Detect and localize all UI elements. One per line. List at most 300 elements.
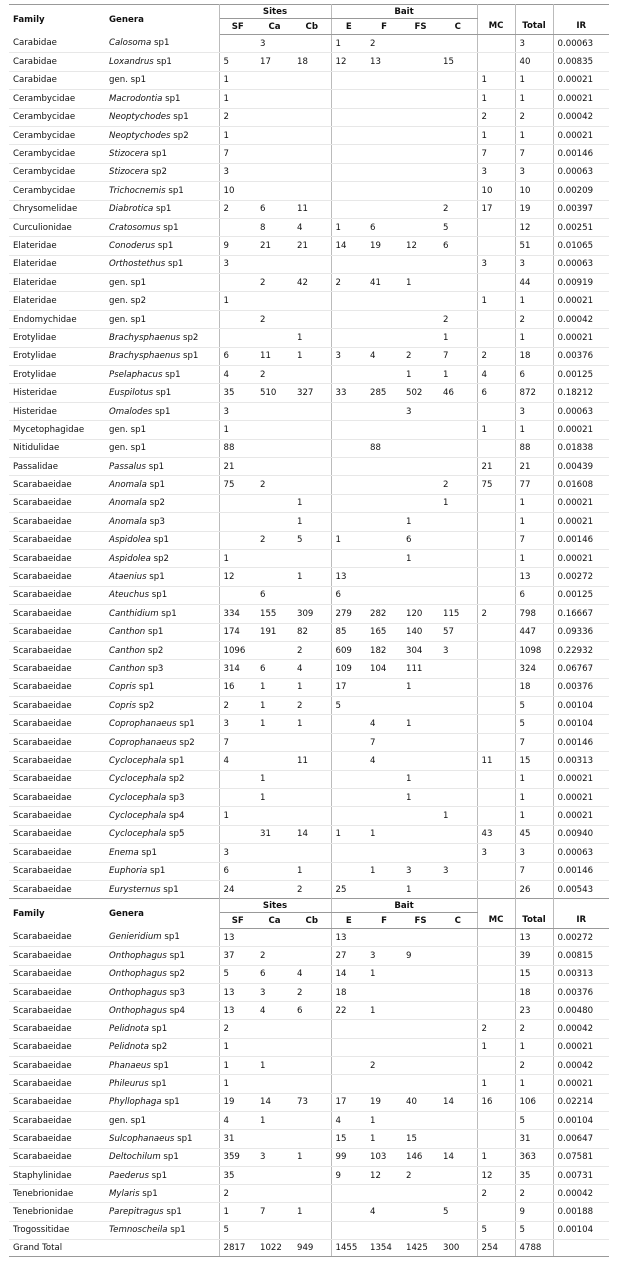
cell-fs: 2 — [402, 1166, 439, 1184]
cell-ir: 0.00021 — [553, 292, 609, 310]
cell-total: 2 — [515, 1185, 553, 1203]
cell-mc: 1 — [477, 1075, 515, 1093]
cell-ir: 0.00376 — [553, 347, 609, 365]
genus-name: Mylaris — [109, 1188, 140, 1199]
cell-sf: 2 — [219, 697, 256, 715]
cell-e — [331, 733, 366, 751]
cell-e — [331, 1075, 366, 1093]
cell-cb: 1 — [293, 513, 331, 531]
cell-ca — [256, 329, 293, 347]
table-row — [9, 947, 609, 965]
cell-genus — [105, 605, 219, 623]
cell-ca — [256, 733, 293, 751]
cell-total: 1 — [515, 513, 553, 531]
cell-c — [439, 1020, 477, 1038]
cell-sf: 1 — [219, 421, 256, 439]
cell-genus — [105, 844, 219, 862]
cell-e — [331, 292, 366, 310]
cell-fs — [402, 1203, 439, 1221]
cell-ir: 0.00021 — [553, 1075, 609, 1093]
cell-genus — [105, 71, 219, 89]
cell-c — [439, 660, 477, 678]
cell-total: 3 — [515, 163, 553, 181]
cell-ca: 1 — [256, 770, 293, 788]
cell-e — [331, 752, 366, 770]
cell-family: Scarabaeidae — [9, 586, 105, 604]
cell-f — [366, 844, 402, 862]
genus-name: Phyllophaga — [109, 1097, 162, 1108]
species-suffix: sp2 — [150, 553, 169, 564]
cell-mc: 1 — [477, 292, 515, 310]
cell-genus — [105, 494, 219, 512]
cell-family: Scarabaeidae — [9, 715, 105, 733]
header-total: Total — [515, 913, 553, 929]
cell-mc — [477, 947, 515, 965]
cell-f — [366, 1038, 402, 1056]
cell-sf: 1 — [219, 1075, 256, 1093]
cell-f — [366, 1075, 402, 1093]
cell-ca — [256, 439, 293, 457]
cell-ir: 0.00104 — [553, 1221, 609, 1239]
species-suffix: sp1 — [176, 719, 195, 730]
cell-fs — [402, 1038, 439, 1056]
species-suffix: sp1 — [161, 1097, 180, 1108]
cell-family: Carabidae — [9, 53, 105, 71]
cell-genus — [105, 366, 219, 384]
cell-cb: 949 — [293, 1240, 331, 1257]
cell-cb — [293, 145, 331, 163]
cell-ca — [256, 929, 293, 947]
cell-mc: 17 — [477, 200, 515, 218]
genus-name: Onthophagus — [109, 987, 167, 998]
cell-sf: 1 — [219, 807, 256, 825]
cell-genus — [105, 568, 219, 586]
cell-cb — [293, 292, 331, 310]
species-suffix: sp2 — [145, 645, 164, 656]
cell-mc — [477, 35, 515, 53]
genus-name: Trichocnemis — [109, 185, 166, 196]
species-suffix: gen. sp1 — [109, 277, 147, 288]
cell-family: Cerambycidae — [9, 163, 105, 181]
species-suffix: sp1 — [165, 185, 184, 196]
cell-sf: 13 — [219, 1002, 256, 1020]
table-row — [9, 1020, 609, 1038]
cell-fs — [402, 1111, 439, 1129]
cell-cb: 4 — [293, 660, 331, 678]
cell-family: Scarabaeidae — [9, 880, 105, 898]
cell-sf: 2 — [219, 200, 256, 218]
cell-mc: 43 — [477, 825, 515, 843]
cell-e — [331, 789, 366, 807]
cell-family: Carabidae — [9, 35, 105, 53]
cell-c — [439, 1075, 477, 1093]
cell-e: 3 — [331, 347, 366, 365]
species-suffix: sp1 — [148, 1079, 167, 1090]
cell-cb — [293, 255, 331, 273]
cell-ca: 1 — [256, 1111, 293, 1129]
cell-ir: 0.00146 — [553, 145, 609, 163]
cell-family: Scarabaeidae — [9, 660, 105, 678]
cell-mc — [477, 586, 515, 604]
cell-ir: 0.00272 — [553, 568, 609, 586]
cell-ca: 1022 — [256, 1240, 293, 1257]
cell-c: 3 — [439, 641, 477, 659]
cell-f — [366, 126, 402, 144]
cell-f — [366, 531, 402, 549]
cell-mc — [477, 1057, 515, 1075]
cell-e: 1455 — [331, 1240, 366, 1257]
cell-ca: 17 — [256, 53, 293, 71]
cell-ir: 0.00021 — [553, 421, 609, 439]
cell-f — [366, 697, 402, 715]
cell-ca: 3 — [256, 983, 293, 1001]
genus-name: Brachysphaenus — [109, 332, 181, 343]
cell-genus — [105, 439, 219, 457]
genus-name: Copris — [109, 682, 137, 693]
cell-c: 300 — [439, 1240, 477, 1257]
species-suffix: sp1 — [155, 240, 174, 251]
cell-family: Histeridae — [9, 384, 105, 402]
cell-mc — [477, 329, 515, 347]
cell-ca: 2 — [256, 366, 293, 384]
cell-e — [331, 476, 366, 494]
species-suffix: sp1 — [158, 608, 177, 619]
cell-ir: 0.00021 — [553, 1038, 609, 1056]
cell-cb: 2 — [293, 880, 331, 898]
header-f: F — [366, 913, 402, 929]
cell-total: 21 — [515, 457, 553, 475]
cell-cb: 21 — [293, 237, 331, 255]
cell-mc — [477, 1130, 515, 1148]
cell-family: Scarabaeidae — [9, 513, 105, 531]
cell-ca: 1 — [256, 715, 293, 733]
table-row — [9, 678, 609, 696]
cell-f — [366, 145, 402, 163]
species-suffix: sp1 — [160, 222, 179, 233]
cell-e — [331, 329, 366, 347]
table-row — [9, 660, 609, 678]
cell-genus — [105, 476, 219, 494]
cell-sf: 2817 — [219, 1240, 256, 1257]
cell-c — [439, 1166, 477, 1184]
cell-f — [366, 1020, 402, 1038]
species-suffix: sp1 — [167, 1225, 186, 1236]
cell-mc — [477, 623, 515, 641]
cell-genus — [105, 586, 219, 604]
species-suffix: sp1 — [149, 590, 168, 601]
cell-family: Cerambycidae — [9, 90, 105, 108]
table-row — [9, 733, 609, 751]
cell-e — [331, 549, 366, 567]
cell-mc — [477, 531, 515, 549]
cell-ir: 0.00042 — [553, 1057, 609, 1075]
cell-ca: 510 — [256, 384, 293, 402]
species-suffix: sp3 — [145, 663, 164, 674]
cell-family: Scarabaeidae — [9, 641, 105, 659]
cell-f — [366, 90, 402, 108]
cell-fs — [402, 182, 439, 200]
cell-sf — [219, 494, 256, 512]
cell-mc — [477, 1203, 515, 1221]
cell-ca — [256, 1130, 293, 1148]
cell-family: Cerambycidae — [9, 182, 105, 200]
species-suffix: sp1 — [153, 204, 172, 215]
cell-e — [331, 457, 366, 475]
species-suffix: sp1 — [138, 847, 157, 858]
genus-name: Neoptychodes — [109, 130, 171, 141]
cell-c — [439, 255, 477, 273]
header-mc: MC — [477, 19, 515, 35]
cell-f — [366, 568, 402, 586]
cell-c — [439, 1111, 477, 1129]
cell-mc — [477, 494, 515, 512]
cell-sf — [219, 586, 256, 604]
cell-e — [331, 844, 366, 862]
cell-ir: 0.00835 — [553, 53, 609, 71]
cell-family: Elateridae — [9, 255, 105, 273]
cell-genus — [105, 1166, 219, 1184]
cell-sf: 2 — [219, 108, 256, 126]
cell-ca: 21 — [256, 237, 293, 255]
table-row — [9, 476, 609, 494]
cell-family: Staphylinidae — [9, 1166, 105, 1184]
cell-c — [439, 549, 477, 567]
cell-family: Elateridae — [9, 237, 105, 255]
cell-family: Trogossitidae — [9, 1221, 105, 1239]
cell-f: 4 — [366, 715, 402, 733]
cell-total: 18 — [515, 678, 553, 696]
cell-f — [366, 549, 402, 567]
cell-f: 4 — [366, 347, 402, 365]
cell-mc — [477, 549, 515, 567]
cell-ca: 1 — [256, 697, 293, 715]
table-row — [9, 182, 609, 200]
cell-fs — [402, 145, 439, 163]
header-f: F — [366, 19, 402, 35]
cell-ir: 0.00042 — [553, 310, 609, 328]
cell-ca: 1 — [256, 678, 293, 696]
species-suffix: sp1 — [153, 57, 172, 68]
cell-e — [331, 90, 366, 108]
cell-ca: 2 — [256, 310, 293, 328]
table-row — [9, 770, 609, 788]
table-row — [9, 807, 609, 825]
cell-ca — [256, 1020, 293, 1038]
table-row — [9, 163, 609, 181]
cell-mc — [477, 218, 515, 236]
grand-total-label: Grand Total — [9, 1240, 105, 1257]
species-suffix: sp1 — [162, 369, 181, 380]
genus-name: Brachysphaenus — [109, 351, 181, 362]
cell-fs: 1 — [402, 549, 439, 567]
species-suffix: sp2 — [166, 969, 185, 980]
cell-ir: 0.00146 — [553, 531, 609, 549]
cell-e: 14 — [331, 237, 366, 255]
genus-name: Coprophanaeus — [109, 737, 177, 748]
cell-e: 1 — [331, 35, 366, 53]
cell-sf: 6 — [219, 862, 256, 880]
cell-genus — [105, 947, 219, 965]
cell-f — [366, 402, 402, 420]
cell-sf: 75 — [219, 476, 256, 494]
cell-total: 6 — [515, 586, 553, 604]
cell-ir: 0.00104 — [553, 697, 609, 715]
cell-ca — [256, 71, 293, 89]
cell-genus — [105, 697, 219, 715]
cell-sf: 1 — [219, 126, 256, 144]
table-row — [9, 71, 609, 89]
cell-mc: 7 — [477, 145, 515, 163]
cell-cb: 42 — [293, 274, 331, 292]
cell-cb — [293, 1020, 331, 1038]
species-suffix: sp1 — [145, 461, 165, 472]
cell-ir: 0.00313 — [553, 965, 609, 983]
cell-e — [331, 1038, 366, 1056]
cell-c — [439, 513, 477, 531]
species-suffix: sp1 — [166, 755, 185, 766]
genus-name: Stizocera — [109, 167, 149, 178]
cell-e: 1 — [331, 825, 366, 843]
cell-mc — [477, 513, 515, 531]
cell-genus — [105, 1203, 219, 1221]
cell-ir: 0.00146 — [553, 862, 609, 880]
cell-c: 57 — [439, 623, 477, 641]
cell-genus — [105, 53, 219, 71]
cell-family: Scarabaeidae — [9, 789, 105, 807]
cell-ir: 0.00125 — [553, 586, 609, 604]
cell-ca: 11 — [256, 347, 293, 365]
cell-ir: 0.00063 — [553, 163, 609, 181]
species-suffix: sp1 — [165, 259, 184, 270]
cell-ca — [256, 807, 293, 825]
cell-family: Scarabaeidae — [9, 531, 105, 549]
cell-total: 31 — [515, 1130, 553, 1148]
cell-fs: 12 — [402, 237, 439, 255]
cell-sf — [219, 310, 256, 328]
cell-ca — [256, 292, 293, 310]
cell-mc — [477, 697, 515, 715]
cell-fs — [402, 53, 439, 71]
cell-e — [331, 126, 366, 144]
cell-genus — [105, 1148, 219, 1166]
cell-fs: 1 — [402, 274, 439, 292]
cell-genus — [105, 182, 219, 200]
cell-fs — [402, 983, 439, 1001]
cell-fs: 1 — [402, 880, 439, 898]
cell-fs — [402, 457, 439, 475]
cell-ca — [256, 752, 293, 770]
cell-cb — [293, 1130, 331, 1148]
cell-total: 3 — [515, 255, 553, 273]
cell-sf: 35 — [219, 1166, 256, 1184]
cell-family: Scarabaeidae — [9, 697, 105, 715]
cell-cb — [293, 126, 331, 144]
cell-genus — [105, 752, 219, 770]
cell-fs: 15 — [402, 1130, 439, 1148]
cell-genus — [105, 733, 219, 751]
cell-genus — [105, 1057, 219, 1075]
cell-total: 12 — [515, 218, 553, 236]
table-row — [9, 1221, 609, 1239]
cell-family: Erotylidae — [9, 347, 105, 365]
species-suffix: gen. sp1 — [109, 1115, 147, 1126]
cell-family: Scarabaeidae — [9, 1002, 105, 1020]
species-suffix: sp1 — [136, 682, 155, 693]
table-row — [9, 1203, 609, 1221]
cell-e — [331, 494, 366, 512]
cell-ir: 0.00919 — [553, 274, 609, 292]
cell-genus — [105, 660, 219, 678]
cell-total: 51 — [515, 237, 553, 255]
cell-c: 2 — [439, 310, 477, 328]
cell-ca — [256, 163, 293, 181]
cell-f: 165 — [366, 623, 402, 641]
cell-f: 104 — [366, 660, 402, 678]
cell-ir: 0.00021 — [553, 789, 609, 807]
cell-ir: 0.00021 — [553, 494, 609, 512]
cell-e — [331, 1221, 366, 1239]
cell-ir: 0.01608 — [553, 476, 609, 494]
table-row — [9, 531, 609, 549]
cell-family: Scarabaeidae — [9, 1038, 105, 1056]
cell-cb: 1 — [293, 1148, 331, 1166]
cell-ca: 14 — [256, 1093, 293, 1111]
genus-name: Pelidnota — [109, 1042, 150, 1053]
cell-sf: 24 — [219, 880, 256, 898]
cell-sf: 1 — [219, 549, 256, 567]
cell-c — [439, 402, 477, 420]
cell-e: 18 — [331, 983, 366, 1001]
cell-cb — [293, 947, 331, 965]
genus-name: Pselaphacus — [109, 369, 163, 380]
cell-f: 182 — [366, 641, 402, 659]
cell-ca — [256, 549, 293, 567]
cell-sf: 21 — [219, 457, 256, 475]
genus-name: Enema — [109, 847, 139, 858]
cell-sf: 2 — [219, 1020, 256, 1038]
cell-family: Erotylidae — [9, 366, 105, 384]
cell-ir: 0.00063 — [553, 402, 609, 420]
cell-c: 1 — [439, 494, 477, 512]
cell-fs — [402, 218, 439, 236]
species-suffix: sp2 — [148, 167, 167, 178]
cell-ir: 0.00376 — [553, 678, 609, 696]
genus-name: Phanaeus — [109, 1060, 151, 1071]
cell-f: 2 — [366, 1057, 402, 1075]
cell-ca — [256, 402, 293, 420]
cell-mc — [477, 678, 515, 696]
cell-f — [366, 310, 402, 328]
cell-fs — [402, 200, 439, 218]
cell-ca: 191 — [256, 623, 293, 641]
cell-c — [439, 825, 477, 843]
cell-c — [439, 929, 477, 947]
cell-e: 17 — [331, 678, 366, 696]
genus-name: Parepitragus — [109, 1207, 164, 1218]
species-suffix: sp1 — [147, 866, 166, 877]
cell-c — [439, 439, 477, 457]
cell-genus — [105, 513, 219, 531]
cell-e: 13 — [331, 568, 366, 586]
cell-mc — [477, 568, 515, 586]
cell-e: 22 — [331, 1002, 366, 1020]
cell-sf: 1 — [219, 1203, 256, 1221]
cell-f — [366, 513, 402, 531]
cell-total: 23 — [515, 1002, 553, 1020]
cell-ca — [256, 108, 293, 126]
cell-ca: 8 — [256, 218, 293, 236]
cell-mc — [477, 641, 515, 659]
